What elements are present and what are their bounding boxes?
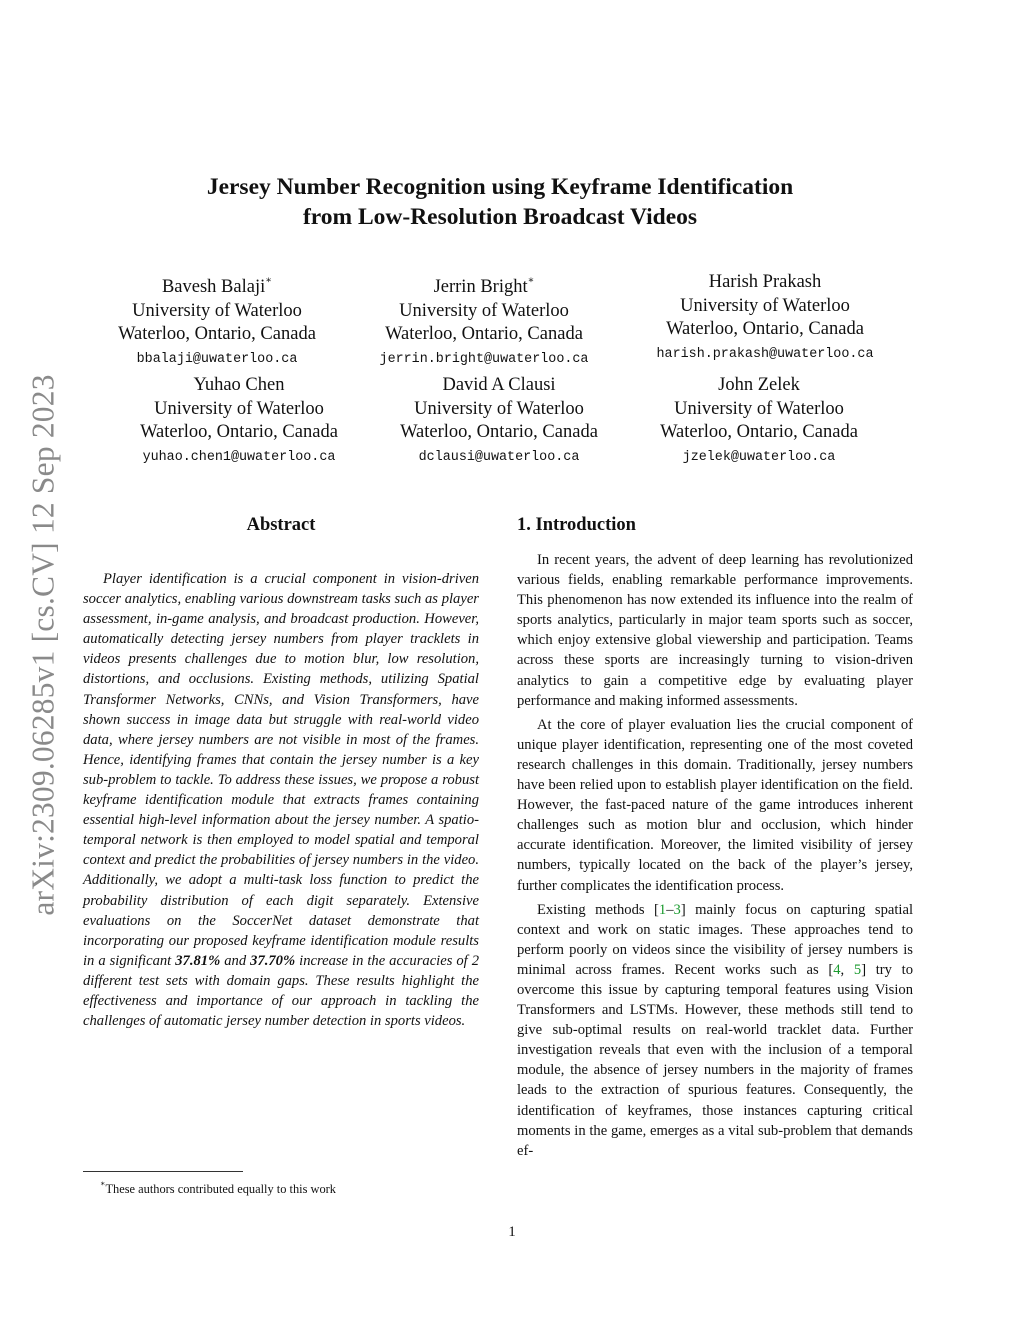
author-block: [614, 374, 904, 468]
introduction-text: [517, 550, 913, 1165]
footnote-mark: ∗: [100, 1179, 106, 1188]
page-number: 1: [508, 1224, 516, 1240]
author-location: Waterloo, Ontario, Canada: [660, 422, 858, 442]
abstract-highlight: 37.70%: [250, 952, 296, 969]
author-block: [354, 374, 644, 468]
footnote-divider: [83, 1171, 243, 1172]
intro-paragraph: Existing methods [1–3] mainly focus on capturing spatial context and work on static images. These approaches tend to perform poorly on videos since the visibility of jersey numbers is minimal across frames. Recent works such as [4, 5] try to overcome this issue by capturing temporal features using Vision Transformers and LSTMs. However, these methods still tend to give sub-optimal results on real-world tracklet data. Further investigation reveals that even with the inclusion of a temporal module, the absence of jersey numbers in the majority of frames leads to the extraction of spurious features. Consequently, the identification of keyframes, those instances capturing critical moments in the game, emerges as a vital sub-problem that demands ef-: [517, 901, 913, 1159]
intro-paragraph: In recent years, the advent of deep learning has revolutionized various fields, enabling remarkable performance improvements. This phenomenon has now extended its influence into the realm of sports analytics, particularly in major team sports such as soccer, which enjoy extensive global viewership and participation. Teams across these sports are increasingly turning to vision-driven analytics to gain a competitive edge by evaluating player performance and making informed assessments.: [517, 552, 913, 709]
author-name: Harish Prakash: [708, 272, 822, 292]
author-affiliation: University of Waterloo: [674, 398, 844, 419]
author-email: yuhao.chen1@uwaterloo.ca: [142, 449, 336, 465]
author-location: Waterloo, Ontario, Canada: [140, 422, 338, 442]
citation-link[interactable]: 5: [853, 961, 862, 978]
abstract-heading: Abstract: [246, 515, 316, 535]
arxiv-stamp: [18, 355, 70, 935]
author-name: Jerrin Bright∗: [433, 275, 535, 298]
author-name: David A Clausi: [442, 375, 556, 395]
author-affiliation: University of Waterloo: [414, 398, 584, 419]
author-block: [72, 271, 362, 370]
author-name: Yuhao Chen: [193, 375, 285, 395]
author-block: [620, 271, 910, 365]
author-name: John Zelek: [718, 375, 800, 395]
paper-title-line-1: Jersey Number Recognition using Keyframe Identification: [206, 174, 794, 200]
author-block: [339, 271, 629, 370]
footnote: [100, 1178, 336, 1197]
paper-title: [150, 172, 850, 232]
author-email: jerrin.bright@uwaterloo.ca: [379, 351, 589, 367]
arxiv-stamp-text: arXiv:2309.06285v1 [cs.CV] 12 Sep 2023: [26, 374, 61, 916]
equal-contribution-mark: ∗: [265, 275, 273, 286]
author-affiliation: University of Waterloo: [680, 295, 850, 316]
author-location: Waterloo, Ontario, Canada: [385, 324, 583, 345]
author-affiliation: University of Waterloo: [399, 300, 569, 321]
author-email: jzelek@uwaterloo.ca: [682, 449, 836, 465]
author-location: Waterloo, Ontario, Canada: [118, 324, 316, 345]
author-affiliation: University of Waterloo: [132, 300, 302, 321]
author-name: Bavesh Balaji∗: [161, 275, 273, 298]
introduction-heading: 1. Introduction: [517, 515, 636, 535]
paper-title-line-2: from Low-Resolution Broadcast Videos: [302, 204, 698, 230]
intro-paragraph: At the core of player evaluation lies the crucial component of unique player identification, representing one of the most coveted research challenges in this domain. Traditionally, jersey numbers have been relied upon to establish player identification on the field. However, the fast-paced nature of the game introduces inherent challenges such as motion blur and occlusion, which hinder accurate identification. Moreover, the limited visibility of jersey numbers, typically located on the back of the player’s jersey, further complicates the identification process.: [517, 716, 913, 894]
citation-link[interactable]: 1: [658, 901, 667, 918]
citation-link[interactable]: 3: [673, 901, 681, 918]
author-block: [94, 374, 384, 468]
equal-contribution-mark: ∗: [527, 275, 535, 286]
citation-link[interactable]: 4: [833, 961, 841, 978]
author-email: dclausi@uwaterloo.ca: [418, 449, 580, 465]
footnote-text: These authors contributed equally to this work: [105, 1182, 336, 1197]
author-email: bbalaji@uwaterloo.ca: [136, 351, 298, 367]
author-affiliation: University of Waterloo: [154, 398, 324, 419]
author-location: Waterloo, Ontario, Canada: [666, 319, 864, 339]
author-location: Waterloo, Ontario, Canada: [400, 422, 598, 442]
abstract-text: Player identification is a crucial component in vision-driven soccer analytics, enabling various downstream tasks such as player assessment, in-game analysis, and broadcast production. However, automatically detecting jersey numbers from player tracklets in videos presents challenges due to motion blur, low resolution, distortions, and occlusions. Existing methods, utilizing Spatial Transformer Networks, CNNs, and Vision Transformers, have shown success in image data but struggle with real-world video data, where jersey numbers are not visible in most of the frames. Hence, identifying frames that contain the jersey number is a key sub-problem to tackle. To address these issues, we propose a robust keyframe identification module that extracts frames containing essential high-level information about the jersey number. A spatio-temporal network is then employed to model spatial and temporal context and predict the probabilities of jersey numbers in the video. Additionally, we adopt a multi-task loss function to predict the probability distribution of each digit separately. Extensive evaluations on the SoccerNet dataset demonstrate that incorporating our proposed keyframe identification module results in a significant 37.81% and 37.70% increase in the accuracies of 2 different test sets with domain gaps. These results highlight the effectiveness and importance of our approach in tackling the challenges of automatic jersey number detection in sports videos.: [83, 571, 480, 1030]
author-email: harish.prakash@uwaterloo.ca: [656, 346, 874, 362]
abstract-highlight: 37.81%: [175, 952, 221, 969]
